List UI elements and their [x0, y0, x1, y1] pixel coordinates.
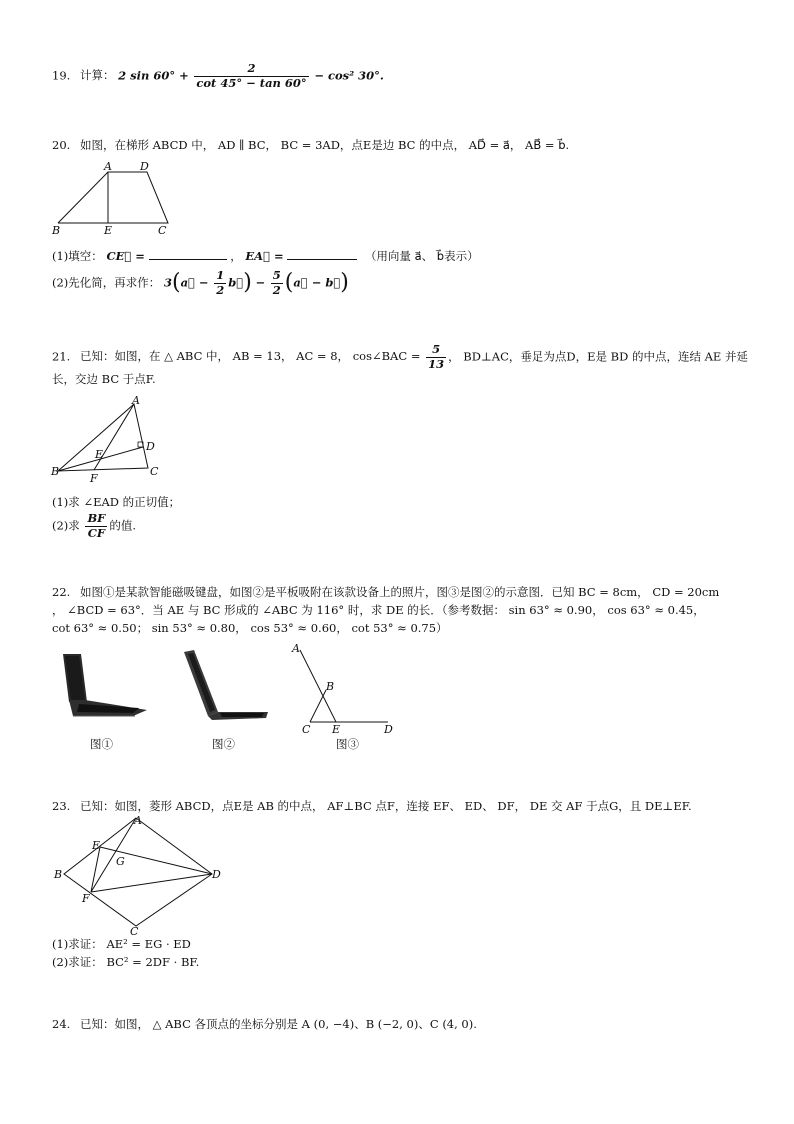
point-label-a: A: [132, 395, 140, 407]
q22-line2: ， ∠BCD = 63°．当 AE 与 BC 形成的 ∠ABC 为 116° 时，求 DE 的长．（参考数据： sin 63° ≈ 0.90， cos 63° ≈ 0.45，: [52, 603, 705, 617]
point-label-b: B: [52, 224, 61, 237]
q21-line2: 长，交边 BC 于点F.: [52, 372, 156, 386]
question-number: 24.: [52, 1017, 71, 1031]
point-label-b: B: [54, 868, 63, 881]
q22-line3: cot 63° ≈ 0.50； sin 53° ≈ 0.80， cos 53° ≈ 0.60， cot 53° ≈ 0.75）: [52, 621, 448, 635]
caption-fig3: 图③: [336, 737, 359, 751]
q22-line1: 22. 如图①是某款智能磁吸键盘，如图②是平板吸附在该款设备上的照片，图③是图②的示意图．已知 BC = 8cm， CD = 20cm: [52, 585, 720, 599]
q23-stem: 23. 已知：如图，菱形 ABCD，点E是 AB 的中点， AF⊥BC 点F，连接 EF、 ED、 DF， DE 交 AF 于点G，且 DE⊥EF.: [52, 799, 692, 813]
q23-part1: (1)求证： AE² = EG · ED: [52, 937, 191, 951]
point-label-e: E: [92, 839, 101, 852]
keyboard-photo: [55, 650, 155, 720]
q19-label: 计算：: [79, 68, 115, 83]
point-label-d: D: [146, 440, 155, 453]
q19: [52, 62, 384, 91]
question-number: 20.: [52, 138, 71, 152]
q20-stem: 20. 如图，在梯形 ABCD 中， AD ∥ BC， BC = 3AD，点E是边 BC 的中点， AD⃗ = a⃗， AB⃗ = b⃗.: [52, 138, 570, 152]
question-number: 23.: [52, 799, 71, 813]
caption-fig2: 图②: [212, 737, 235, 751]
tablet-photo: [178, 650, 273, 722]
question-number: 21.: [52, 349, 71, 364]
q21-part1: (1)求 ∠EAD 的正切值；: [52, 495, 181, 509]
q19-tail: − cos² 30°.: [314, 68, 384, 83]
q19-head: 2 sin 60° +: [118, 68, 189, 83]
point-label-c: C: [130, 925, 139, 936]
point-label-f: F: [82, 892, 90, 905]
point-label-a: A: [292, 642, 300, 655]
point-label-e: E: [95, 448, 104, 461]
point-label-d: D: [384, 723, 393, 735]
q21-line1: 21. 已知：如图，在 △ ABC 中， AB = 13， AC = 8， cos∠BAC = $\frac{5}{13}$ ， BD⊥AC，垂足为点D，E是 BD 的中点，连结 AE 并延: [52, 342, 748, 371]
question-number: 22.: [52, 585, 71, 599]
point-label-b: B: [51, 465, 60, 478]
q20-part1: (1)填空： CE⃗ = ， EA⃗ = （用向量 a⃗、 b⃗表示）: [52, 249, 479, 263]
q19-fraction: $\frac{2}{\cot 45^\circ - \tan 60^\circ}$: [196, 61, 307, 90]
answer-blank[interactable]: [149, 259, 227, 260]
point-label-c: C: [150, 465, 159, 478]
answer-blank[interactable]: [287, 259, 357, 260]
q20-trapezoid-figure: [50, 160, 180, 238]
point-label-c: C: [158, 224, 167, 237]
point-label-d: D: [140, 160, 149, 173]
question-number: 19.: [52, 68, 71, 83]
q20-part2: (2)先化简，再求作： 3(a⃗ − $\frac{1}{2}$ b⃗) − $\frac{5}{2}$ (a⃗ − b⃗): [52, 268, 349, 297]
point-label-c: C: [302, 723, 311, 735]
point-label-g: G: [116, 855, 125, 868]
point-label-f: F: [90, 472, 98, 485]
q23-rhombus-figure: [50, 814, 230, 936]
q22-schematic-figure: [290, 640, 400, 735]
point-label-a: A: [134, 814, 142, 827]
q23-part2: (2)求证： BC² = 2DF · BF.: [52, 955, 200, 969]
point-label-b: B: [326, 680, 335, 693]
caption-fig1: 图①: [90, 737, 113, 751]
point-label-e: E: [332, 723, 341, 735]
q24-stem: 24. 已知：如图， △ ABC 各顶点的坐标分别是 A (0, −4)、B (−2, 0)、C (4, 0).: [52, 1017, 477, 1031]
point-label-d: D: [212, 868, 221, 881]
q21-part2: (2)求 $\frac{BF}{CF}$ 的值.: [52, 511, 136, 540]
q21-triangle-figure: [50, 395, 170, 485]
point-label-e: E: [104, 224, 113, 237]
point-label-a: A: [104, 160, 112, 173]
